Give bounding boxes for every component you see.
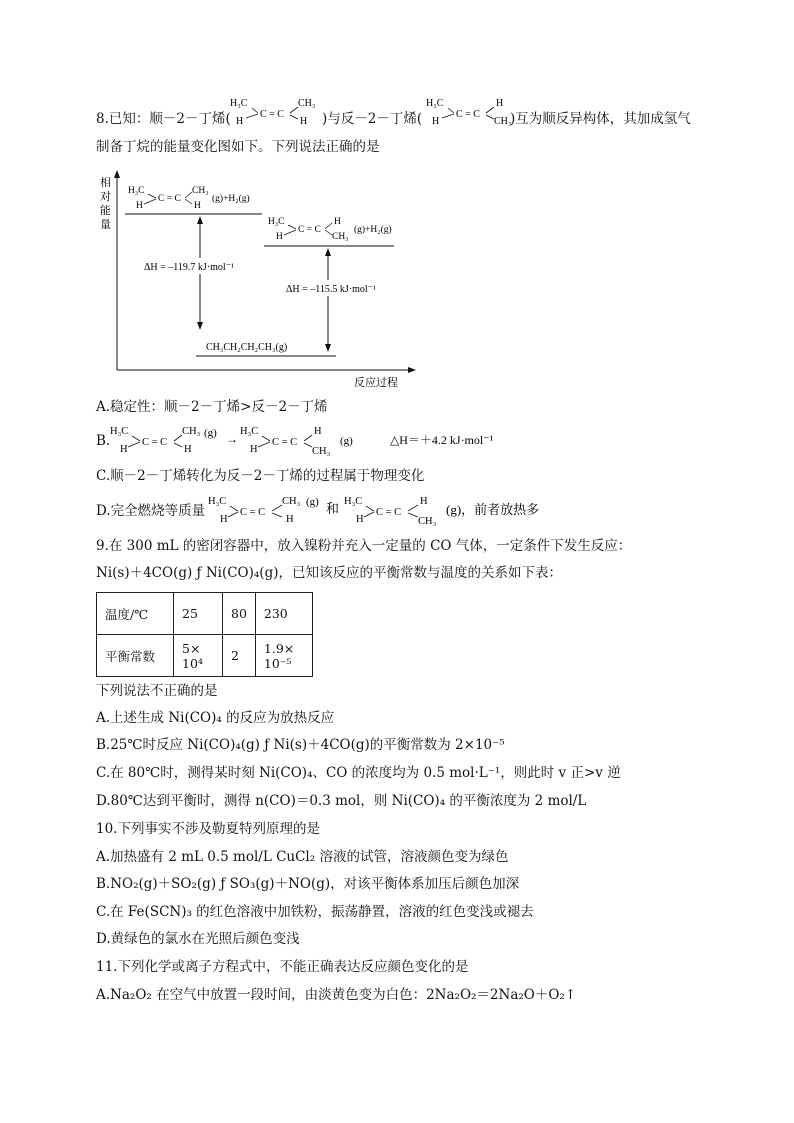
svg-text:C = C: C = C — [158, 194, 181, 204]
svg-text:CH₃: CH₃ — [418, 516, 437, 527]
table-cell: 温度/℃ — [97, 593, 174, 635]
y-label-3: 能 — [100, 205, 111, 217]
svg-text:H₃C: H₃C — [344, 496, 363, 507]
q10-title: 10.下列事实不涉及勒夏特列原理的是 — [96, 821, 320, 837]
svg-text:C = C: C = C — [376, 507, 402, 518]
q8-cis-structure — [228, 94, 324, 128]
svg-text:H: H — [184, 444, 192, 455]
q8-trans-structure — [424, 94, 520, 128]
trans-br: CH₃ — [494, 116, 512, 127]
table-cell: 230 — [255, 593, 312, 635]
svg-text:H₃C: H₃C — [128, 186, 145, 196]
table-row — [97, 593, 313, 635]
cis-level-suffix: (g)+H₂(g) — [212, 194, 250, 204]
svg-text:H: H — [286, 514, 294, 525]
b-g2: (g) — [340, 435, 353, 447]
table-cell: 2 — [223, 635, 256, 677]
q8-intro-a: 8.已知：顺－2－丁烯( — [96, 111, 231, 127]
dh-cis: ΔH = –119.7 kJ·mol⁻¹ — [144, 262, 234, 273]
svg-text:H: H — [250, 444, 258, 455]
q8-option-c: C.顺－2－丁烯转化为反－2－丁烯的过程属于物理变化 — [96, 468, 425, 484]
trans-level-label — [268, 217, 392, 242]
product-label: CH₃CH₂CH₂CH₃(g) — [206, 342, 288, 353]
svg-text:H₃C: H₃C — [110, 426, 129, 437]
svg-text:H: H — [220, 514, 228, 525]
q8-option-b-eq — [108, 422, 548, 458]
svg-text:H: H — [314, 426, 322, 437]
trans-tr: H — [496, 98, 504, 109]
table-cell: 平衡常数 — [97, 635, 174, 677]
q8-option-b-prefix: B. — [96, 433, 111, 449]
table-cell: 80 — [223, 593, 256, 635]
d-g2: (g)，前者放热多 — [446, 502, 540, 517]
q8-option-a: A.稳定性：顺－2－丁烯>反－2－丁烯 — [96, 399, 328, 415]
table-row — [97, 635, 313, 677]
q11-title: 11.下列化学或离子方程式中，不能正确表达反应颜色变化的是 — [96, 959, 469, 975]
cis-bl: H — [236, 116, 244, 127]
svg-text:H₃C: H₃C — [208, 496, 227, 507]
q8-intro-b-wrap — [322, 110, 422, 128]
q10-option-c: C.在 Fe(SCN)₃ 的红色溶液中加铁粉，振荡静置，溶液的红色变浅或褪去 — [96, 904, 534, 920]
q10-option-b: B.NO₂(g)＋SO₂(g) ƒ SO₃(g)＋NO(g)，对该平衡体系加压后颜色加深 — [96, 876, 520, 892]
q9-line1: 9.在 300 mL 的密闭容器中，放入镍粉并充入一定量的 CO 气体，一定条件下发生反应： — [96, 538, 632, 554]
y-label-1: 相 — [100, 177, 111, 189]
q9-option-c: C.在 80℃时，测得某时刻 Ni(CO)₄、CO 的浓度均为 0.5 mol·L⁻¹，则此时 v 正>v 逆 — [96, 765, 621, 781]
table-cell: 1.9× 10⁻⁵ — [255, 635, 312, 677]
svg-text:CH₃: CH₃ — [332, 232, 349, 242]
trans-bl: H — [432, 116, 440, 127]
q9-option-a: A.上述生成 Ni(CO)₄ 的反应为放热反应 — [96, 710, 335, 726]
q8-option-d-prefix: D.完全燃烧等质量 — [96, 503, 206, 519]
svg-text:H₃C: H₃C — [268, 217, 285, 227]
svg-text:CH₃: CH₃ — [282, 496, 301, 507]
svg-text:H: H — [420, 496, 428, 507]
svg-text:H₃C: H₃C — [240, 426, 259, 437]
q10-option-a: A.加热盛有 2 mL 0.5 mol/L CuCl₂ 溶液的试管，溶液颜色变为绿色 — [96, 849, 509, 865]
q8-option-d-eq — [206, 492, 606, 528]
trans-level-suffix: (g)+H₂(g) — [354, 225, 392, 235]
svg-text:CH₃: CH₃ — [192, 186, 209, 196]
svg-text:CH₃: CH₃ — [312, 446, 331, 457]
q8-intro-c: )互为顺反异构体，其加成氢气 — [510, 111, 691, 127]
svg-text:C = C: C = C — [142, 437, 168, 448]
y-label-4: 量 — [100, 219, 111, 231]
b-arrow: → — [226, 432, 238, 446]
svg-text:CH₃: CH₃ — [182, 426, 201, 437]
cis-level-label — [128, 186, 250, 211]
energy-diagram — [92, 168, 422, 390]
dh-trans: ΔH = –115.5 kJ·mol⁻¹ — [286, 284, 376, 295]
trans-bond: C = C — [456, 109, 480, 120]
x-label: 反应过程 — [354, 377, 398, 389]
q9-line2: Ni(s)＋4CO(g) ƒ Ni(CO)₄(g)，已知该反应的平衡常数与温度的关系如下表： — [96, 565, 562, 581]
svg-text:H: H — [276, 232, 283, 242]
q8-intro — [96, 110, 231, 128]
b-g1: (g) — [204, 427, 217, 439]
q10-option-d: D.黄绿色的氯水在光照后颜色变浅 — [96, 931, 300, 947]
cis-br: H — [300, 116, 308, 127]
b-dh: △H＝＋4.2 kJ·mol⁻¹ — [390, 433, 494, 447]
trans-tl: H₃C — [426, 98, 444, 109]
svg-text:C = C: C = C — [272, 437, 298, 448]
equilibrium-table — [96, 592, 313, 677]
svg-text:H: H — [194, 201, 201, 211]
d-g1: (g) — [306, 496, 319, 508]
cis-bond: C = C — [260, 109, 284, 120]
svg-text:C = C: C = C — [240, 507, 266, 518]
cis-tl: H₃C — [230, 98, 248, 109]
svg-text:C = C: C = C — [298, 225, 321, 235]
svg-text:H: H — [120, 444, 128, 455]
table-cell: 5× 10⁴ — [174, 635, 223, 677]
q8-intro-c-wrap — [510, 110, 691, 128]
q8-intro-b: )与反－2－丁烯( — [322, 111, 423, 127]
q11-option-a: A.Na₂O₂ 在空气中放置一段时间，由淡黄色变为白色：2Na₂O₂＝2Na₂O＋O₂↑ — [96, 987, 577, 1003]
cis-tr: CH₃ — [298, 98, 316, 109]
d-and: 和 — [326, 501, 340, 516]
y-label-2: 对 — [100, 191, 111, 203]
svg-text:H: H — [334, 217, 341, 227]
q9-option-d: D.80℃达到平衡时，测得 n(CO)＝0.3 mol，则 Ni(CO)₄ 的平衡浓度为 2 mol/L — [96, 793, 587, 809]
q9-option-b: B.25℃时反应 Ni(CO)₄(g) ƒ Ni(s)＋4CO(g)的平衡常数为 2×10⁻⁵ — [96, 737, 505, 753]
q8-intro-line2: 制备丁烷的能量变化图如下。下列说法正确的是 — [96, 139, 380, 155]
q9-prompt: 下列说法不正确的是 — [96, 683, 218, 699]
svg-text:H: H — [356, 514, 364, 525]
svg-text:H: H — [136, 201, 143, 211]
table-cell: 25 — [174, 593, 223, 635]
